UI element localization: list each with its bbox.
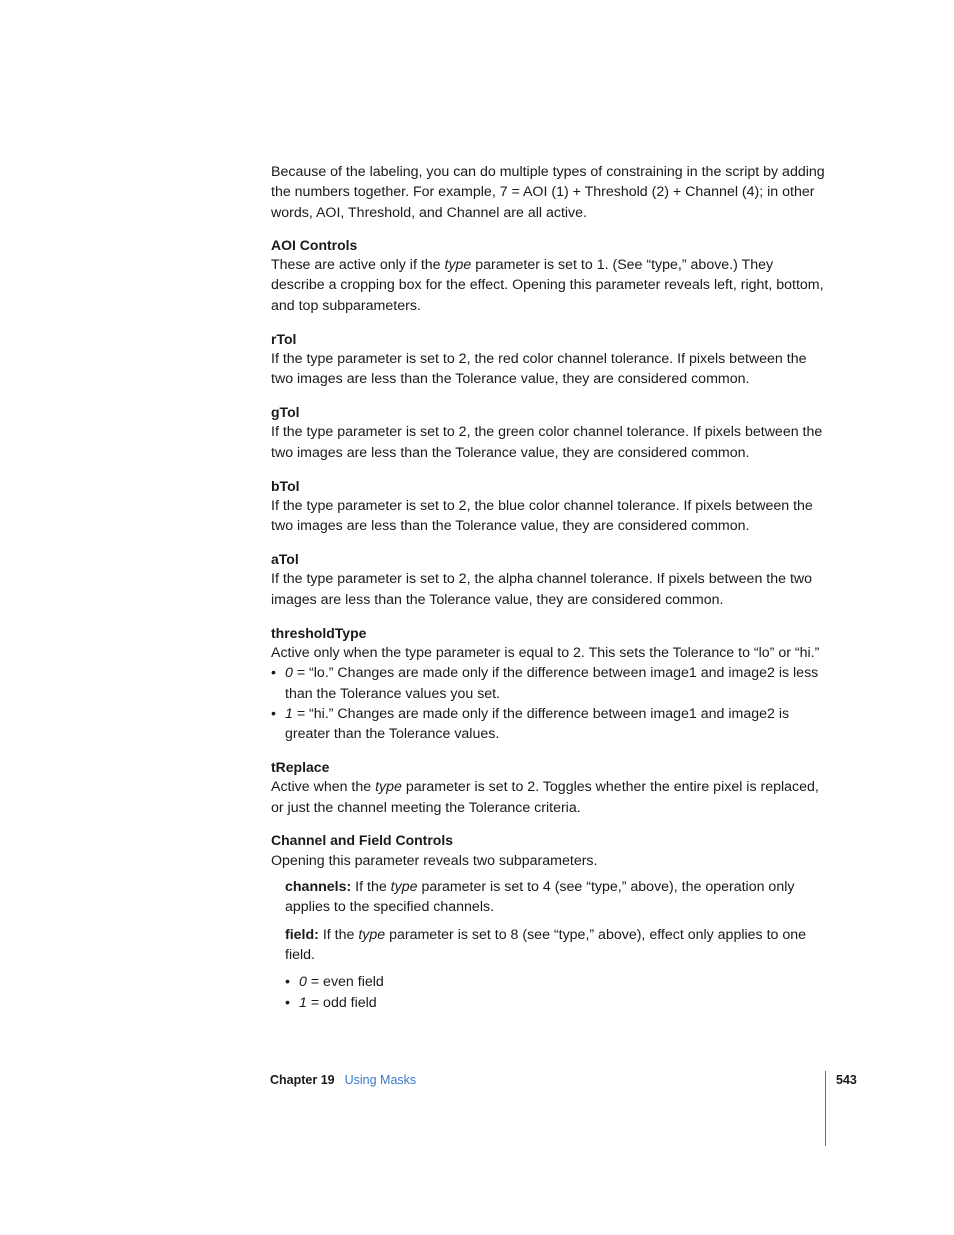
italic-term: type bbox=[375, 779, 402, 796]
section-text bbox=[271, 777, 827, 818]
italic-term: 1 bbox=[285, 705, 293, 722]
section-heading: bTol bbox=[271, 477, 300, 494]
section-text: If the type parameter is set to 2, the red color channel tolerance. If pixels between the two images are less than the Tolerance value, they are considered common. bbox=[271, 350, 807, 388]
text-run: These are active only if the bbox=[271, 257, 445, 274]
italic-term: 0 bbox=[299, 974, 307, 991]
section-heading: tReplace bbox=[271, 758, 330, 775]
section-aoi-controls bbox=[271, 235, 827, 316]
text-run: = even field bbox=[306, 974, 384, 991]
section-gtol bbox=[271, 402, 827, 463]
bullet-list bbox=[271, 663, 827, 744]
italic-term: type bbox=[390, 879, 418, 896]
section-channel-field-controls bbox=[271, 830, 827, 1012]
footer-divider bbox=[825, 1071, 826, 1146]
bullet-icon: • bbox=[271, 705, 276, 722]
section-text: Opening this parameter reveals two subparameters. bbox=[271, 852, 598, 869]
section-heading: AOI Controls bbox=[271, 236, 358, 253]
bullet-icon: • bbox=[271, 665, 276, 682]
bullet-list bbox=[285, 972, 827, 1013]
subparameter-label: channels: bbox=[285, 879, 352, 896]
section-atol bbox=[271, 549, 827, 610]
italic-term: type bbox=[358, 926, 386, 943]
subparameter-label: field: bbox=[285, 926, 319, 943]
section-text: If the type parameter is set to 2, the green color channel tolerance. If pixels between the two images are less than the Tolerance value, they are considered common. bbox=[271, 424, 823, 461]
subparameter-channels bbox=[285, 877, 827, 918]
text-run: parameter is set to 8 (see “type,” above), effect only applies to one field. bbox=[285, 926, 807, 963]
list-item bbox=[285, 972, 827, 992]
list-item bbox=[271, 704, 827, 745]
bullet-icon: • bbox=[285, 994, 290, 1011]
page-number: 543 bbox=[836, 1073, 857, 1087]
section-treplace bbox=[271, 757, 827, 818]
section-text bbox=[271, 255, 827, 316]
section-btol bbox=[271, 476, 827, 537]
list-item bbox=[285, 993, 827, 1013]
text-run: = “hi.” Changes are made only if the difference between image1 and image2 is greater than the Tolerance values. bbox=[285, 705, 790, 743]
section-text: Active only when the type parameter is equal to 2. This sets the Tolerance to “lo” or “hi.” bbox=[271, 644, 820, 661]
text-run: = “lo.” Changes are made only if the difference between image1 and image2 is less than the Tolerance values you set. bbox=[285, 665, 819, 702]
page-footer bbox=[270, 1071, 416, 1089]
section-heading: gTol bbox=[271, 404, 300, 421]
bullet-icon: • bbox=[285, 974, 290, 991]
section-heading: Channel and Field Controls bbox=[271, 832, 454, 849]
section-rtol bbox=[271, 329, 827, 390]
text-run: parameter is set to 1. (See “type,” above.) They describe a cropping box for the effect. Opening this parameter reveals left, right, bottom, and top subparameters. bbox=[271, 257, 824, 314]
section-heading: rTol bbox=[271, 330, 297, 347]
italic-term: 0 bbox=[285, 665, 293, 682]
section-text: If the type parameter is set to 2, the blue color channel tolerance. If pixels between the two images are less than the Tolerance value, they are considered common. bbox=[271, 497, 813, 535]
section-heading: aTol bbox=[271, 551, 299, 568]
list-item bbox=[271, 663, 827, 704]
section-threshold-type bbox=[271, 623, 827, 745]
footer-chapter-title: Using Masks bbox=[344, 1073, 417, 1087]
subparameter-field bbox=[285, 925, 827, 966]
text-run: If the bbox=[351, 879, 391, 896]
subparameters bbox=[271, 877, 827, 1013]
footer-chapter: Chapter 19 bbox=[270, 1073, 335, 1087]
text-run: = odd field bbox=[306, 994, 377, 1011]
italic-term: type bbox=[444, 257, 472, 274]
text-run: parameter is set to 4 (see “type,” above), the operation only applies to the specified channels. bbox=[285, 879, 795, 916]
text-run: Active when the bbox=[271, 779, 376, 796]
text-run: parameter is set to 2. Toggles whether the entire pixel is replaced, or just the channel meeting the Tolerance criteria. bbox=[271, 779, 819, 816]
page-body bbox=[271, 162, 827, 1025]
text-run: If the bbox=[318, 926, 359, 943]
italic-term: 1 bbox=[299, 994, 307, 1011]
section-heading: thresholdType bbox=[271, 624, 367, 641]
intro-paragraph: Because of the labeling, you can do multiple types of constraining in the script by adding the numbers together. For example, 7 = AOI (1) + Threshold (2) + Channel (4); in other words, AOI, Threshold, and Channel are all active. bbox=[271, 164, 825, 221]
section-text: If the type parameter is set to 2, the alpha channel tolerance. If pixels between the two images are less than the Tolerance value, they are considered common. bbox=[271, 571, 813, 608]
